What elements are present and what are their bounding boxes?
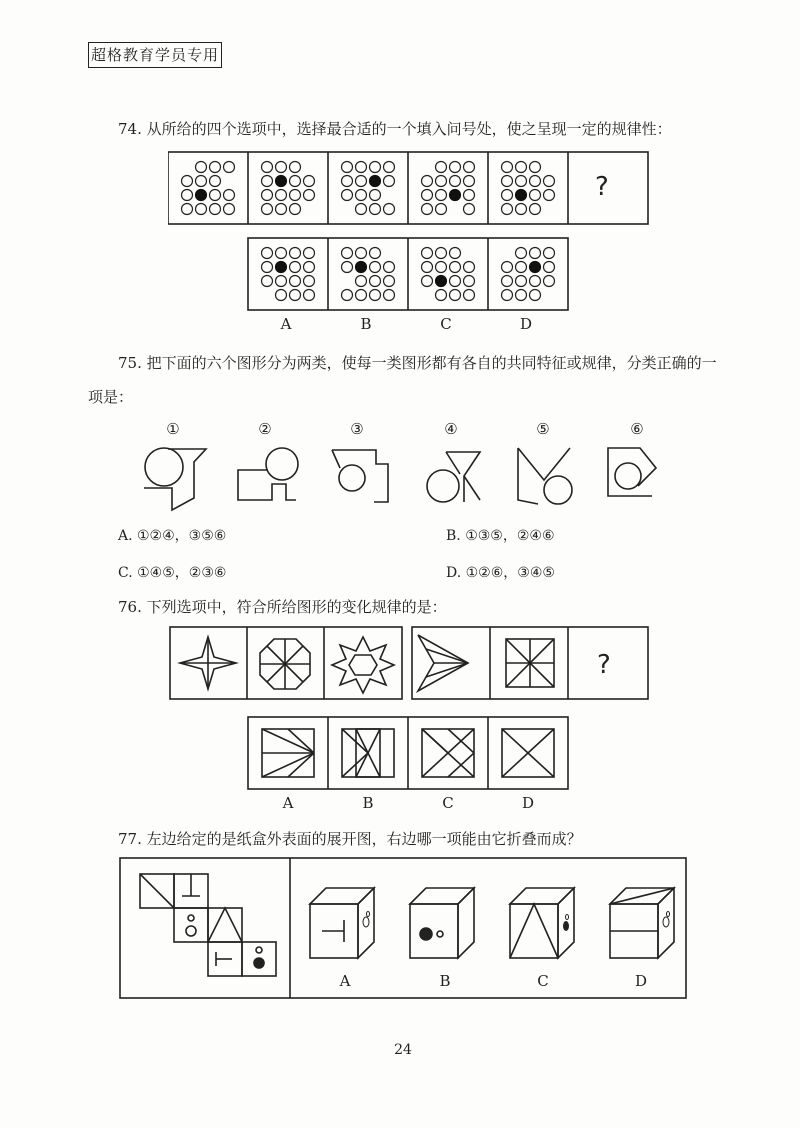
hollow-dot <box>422 248 433 259</box>
q74-option-d[interactable]: D <box>519 315 533 333</box>
hollow-dot <box>342 262 353 273</box>
hollow-dot <box>290 176 301 187</box>
q75-figure-2 <box>238 448 298 500</box>
hollow-dot <box>422 190 433 201</box>
hollow-dot <box>342 248 353 259</box>
question-75-text-line1: 75. 把下面的六个图形分为两类，使每一类图形都有各自的共同特征或规律，分类正确的一 <box>118 354 717 372</box>
hollow-dot <box>262 190 273 201</box>
q76-question-mark: ? <box>597 650 611 680</box>
q76-seq-4-arrow <box>418 635 468 691</box>
hollow-dot <box>370 262 381 273</box>
hollow-dot <box>384 262 395 273</box>
hollow-dot <box>516 248 527 259</box>
hollow-dot <box>290 290 301 301</box>
q77-option-d[interactable]: D <box>634 972 648 990</box>
q77-option-c[interactable]: C <box>537 972 549 990</box>
q75-figure-1 <box>144 448 206 510</box>
hollow-dot <box>450 262 461 273</box>
hollow-dot <box>196 204 207 215</box>
hollow-dot <box>530 290 541 301</box>
hollow-dot <box>276 204 287 215</box>
hollow-dot <box>450 248 461 259</box>
hollow-dot <box>516 290 527 301</box>
hollow-dot <box>384 162 395 173</box>
hollow-dot <box>356 276 367 287</box>
hollow-dot <box>502 162 513 173</box>
q75-figures <box>130 440 670 520</box>
q76-option-b-shape <box>342 729 394 777</box>
hollow-dot <box>356 190 367 201</box>
q75-figure-5 <box>518 448 572 504</box>
hollow-dot <box>304 176 315 187</box>
hollow-dot <box>450 162 461 173</box>
hollow-dot <box>464 162 475 173</box>
q77-option-b[interactable]: B <box>439 972 451 990</box>
hollow-dot <box>342 190 353 201</box>
q74-sequence-cell-3 <box>342 162 395 215</box>
hollow-dot <box>502 190 513 201</box>
q75-figure-number-3: ③ <box>350 420 364 438</box>
q74-option-a[interactable]: A <box>280 315 292 333</box>
hollow-dot <box>262 262 273 273</box>
hollow-dot <box>530 162 541 173</box>
hollow-dot <box>516 276 527 287</box>
q74-option-cell-3 <box>422 248 475 301</box>
black-dot <box>276 176 287 187</box>
hollow-dot <box>530 176 541 187</box>
hollow-dot <box>210 176 221 187</box>
q75-figure-4 <box>427 452 480 502</box>
hollow-dot <box>224 204 235 215</box>
q77-cube-d <box>610 888 674 958</box>
hollow-dot <box>544 276 555 287</box>
hollow-dot <box>436 190 447 201</box>
hollow-dot <box>262 248 273 259</box>
q77-cube-c <box>510 888 574 958</box>
hollow-dot <box>464 290 475 301</box>
hollow-dot <box>530 190 541 201</box>
hollow-dot <box>530 248 541 259</box>
q76-seq-1-star <box>180 637 236 689</box>
q76-option-c[interactable]: C <box>442 794 454 812</box>
hollow-dot <box>464 262 475 273</box>
hollow-dot <box>342 176 353 187</box>
hollow-dot <box>384 176 395 187</box>
q75-figure-number-2: ② <box>258 420 272 438</box>
q74-option-b[interactable]: B <box>360 315 372 333</box>
hollow-dot <box>502 290 513 301</box>
hollow-dot <box>276 248 287 259</box>
q74-option-cell-4 <box>502 248 555 301</box>
hollow-dot <box>502 176 513 187</box>
hollow-dot <box>450 276 461 287</box>
q75-figure-3 <box>332 450 388 502</box>
hollow-dot <box>356 248 367 259</box>
hollow-dot <box>370 162 381 173</box>
q76-option-b[interactable]: B <box>362 794 374 812</box>
hollow-dot <box>436 176 447 187</box>
hollow-dot <box>210 204 221 215</box>
q77-net <box>140 874 276 976</box>
hollow-dot <box>356 162 367 173</box>
q74-option-cell-2 <box>342 248 395 301</box>
hollow-dot <box>450 290 461 301</box>
hollow-dot <box>370 248 381 259</box>
q74-question-mark: ? <box>595 172 609 202</box>
hollow-dot <box>182 204 193 215</box>
q74-sequence-cell-4 <box>422 162 475 215</box>
hollow-dot <box>342 290 353 301</box>
q74-sequence-cell-1 <box>182 162 235 215</box>
q77-figure <box>118 856 690 1002</box>
q76-seq-5-square <box>506 639 554 687</box>
hollow-dot <box>502 204 513 215</box>
page-number: 24 <box>394 1042 412 1058</box>
q74-option-cell-1 <box>262 248 315 301</box>
hollow-dot <box>516 176 527 187</box>
hollow-dot <box>384 276 395 287</box>
q75-choice-d[interactable]: D. ①②⑥，③④⑤ <box>446 565 555 581</box>
hollow-dot <box>436 248 447 259</box>
hollow-dot <box>356 204 367 215</box>
hollow-dot <box>262 276 273 287</box>
q75-figure-number-1: ① <box>166 420 180 438</box>
q74-sequence-dots <box>182 162 555 215</box>
hollow-dot <box>384 204 395 215</box>
hollow-dot <box>370 276 381 287</box>
hollow-dot <box>210 162 221 173</box>
hollow-dot <box>304 290 315 301</box>
hollow-dot <box>290 276 301 287</box>
hollow-dot <box>464 276 475 287</box>
q76-seq-3-star <box>332 637 394 693</box>
q76-option-c-shape <box>422 729 474 777</box>
hollow-dot <box>342 162 353 173</box>
hollow-dot <box>262 176 273 187</box>
q75-figure-number-4: ④ <box>444 420 458 438</box>
black-dot <box>196 190 207 201</box>
hollow-dot <box>516 262 527 273</box>
hollow-dot <box>262 204 273 215</box>
hollow-dot <box>530 204 541 215</box>
hollow-dot <box>422 276 433 287</box>
q76-option-a-shape <box>262 729 314 777</box>
black-dot <box>516 190 527 201</box>
hollow-dot <box>436 262 447 273</box>
black-dot <box>436 276 447 287</box>
hollow-dot <box>502 262 513 273</box>
hollow-dot <box>464 190 475 201</box>
q76-figure <box>168 625 652 795</box>
q75-choice-c[interactable]: C. ①④⑤，②③⑥ <box>118 565 227 581</box>
q76-seq-2-octagon <box>260 639 310 689</box>
hollow-dot <box>224 190 235 201</box>
q77-frame <box>120 858 686 998</box>
q74-sequence-cell-5 <box>502 162 555 215</box>
q77-cube-a <box>310 888 374 958</box>
hollow-dot <box>464 204 475 215</box>
hollow-dot <box>276 290 287 301</box>
q77-option-a[interactable]: A <box>339 972 351 990</box>
hollow-dot <box>370 190 381 201</box>
hollow-dot <box>516 162 527 173</box>
hollow-dot <box>290 262 301 273</box>
header-label: 超格教育学员专用 <box>88 42 222 68</box>
hollow-dot <box>422 204 433 215</box>
hollow-dot <box>182 190 193 201</box>
black-dot <box>450 190 461 201</box>
hollow-dot <box>384 290 395 301</box>
q76-option-d[interactable]: D <box>521 794 535 812</box>
hollow-dot <box>304 190 315 201</box>
hollow-dot <box>290 162 301 173</box>
hollow-dot <box>304 248 315 259</box>
q74-option-c[interactable]: C <box>440 315 452 333</box>
q75-figure-number-6: ⑥ <box>630 420 644 438</box>
hollow-dot <box>436 204 447 215</box>
q75-choice-b[interactable]: B. ①③⑤，②④⑥ <box>446 528 555 544</box>
hollow-dot <box>370 204 381 215</box>
q77-cube-b <box>410 888 474 958</box>
hollow-dot <box>262 162 273 173</box>
hollow-dot <box>182 176 193 187</box>
hollow-dot <box>516 204 527 215</box>
hollow-dot <box>304 276 315 287</box>
q76-option-d-shape <box>502 729 554 777</box>
hollow-dot <box>290 248 301 259</box>
hollow-dot <box>436 290 447 301</box>
hollow-dot <box>544 248 555 259</box>
hollow-dot <box>304 262 315 273</box>
black-dot <box>356 262 367 273</box>
hollow-dot <box>276 190 287 201</box>
hollow-dot <box>276 162 287 173</box>
hollow-dot <box>544 176 555 187</box>
hollow-dot <box>276 276 287 287</box>
hollow-dot <box>502 276 513 287</box>
black-dot <box>276 262 287 273</box>
hollow-dot <box>436 162 447 173</box>
hollow-dot <box>464 176 475 187</box>
hollow-dot <box>196 176 207 187</box>
hollow-dot <box>356 176 367 187</box>
hollow-dot <box>370 290 381 301</box>
hollow-dot <box>450 176 461 187</box>
question-75-text-line2: 项是： <box>88 388 134 406</box>
q75-figure-6 <box>608 448 656 496</box>
hollow-dot <box>422 262 433 273</box>
hollow-dot <box>530 276 541 287</box>
hollow-dot <box>224 162 235 173</box>
hollow-dot <box>544 190 555 201</box>
hollow-dot <box>290 204 301 215</box>
q75-choice-a[interactable]: A. ①②④，③⑤⑥ <box>118 528 227 544</box>
question-76-text: 76. 下列选项中，符合所给图形的变化规律的是： <box>118 598 447 616</box>
hollow-dot <box>544 262 555 273</box>
hollow-dot <box>196 162 207 173</box>
q74-sequence-cell-2 <box>262 162 315 215</box>
q75-figure-number-5: ⑤ <box>536 420 550 438</box>
q74-figure <box>168 150 650 328</box>
question-74-text: 74. 从所给的四个选项中，选择最合适的一个填入问号处，使之呈现一定的规律性： <box>118 120 672 138</box>
hollow-dot <box>422 176 433 187</box>
hollow-dot <box>210 190 221 201</box>
black-dot <box>530 262 541 273</box>
hollow-dot <box>356 290 367 301</box>
black-dot <box>370 176 381 187</box>
hollow-dot <box>290 190 301 201</box>
question-77-text: 77. 左边给定的是纸盒外表面的展开图，右边哪一项能由它折叠而成？ <box>118 830 582 848</box>
q76-option-a[interactable]: A <box>282 794 294 812</box>
